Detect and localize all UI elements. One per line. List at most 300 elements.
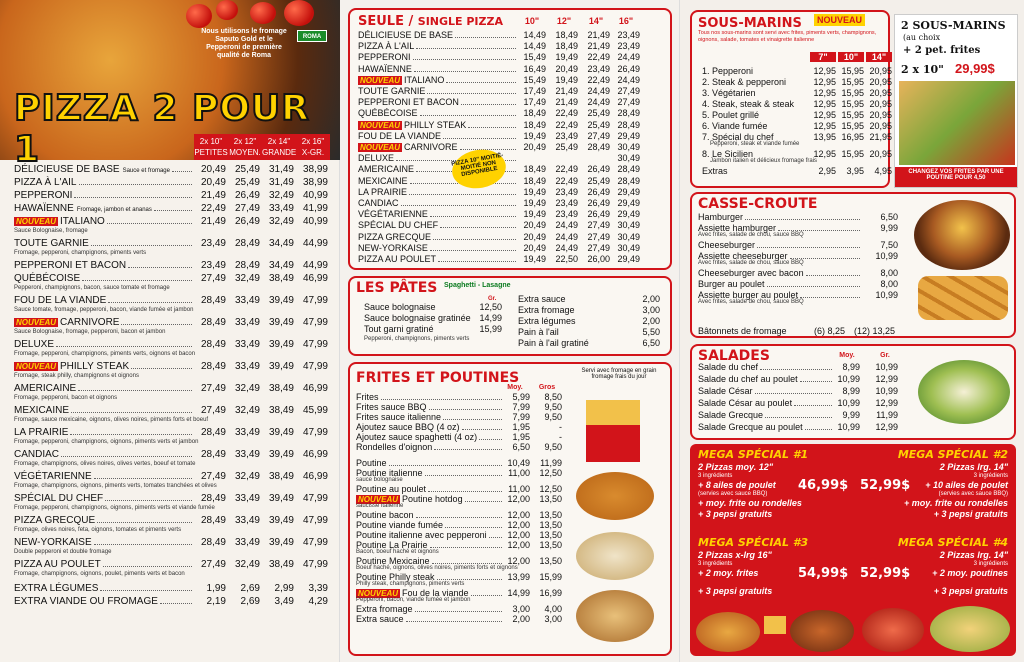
item-price: 39,49	[268, 361, 294, 372]
item-name: NEW-YORKAISE	[358, 242, 428, 253]
item-price: 38,49	[268, 273, 294, 284]
item-price: 17,49	[523, 97, 546, 108]
item-price: 12,00	[507, 494, 530, 504]
menu-item	[14, 515, 194, 526]
item-price: 44,99	[302, 260, 328, 271]
roma-logo: ROMA	[297, 30, 327, 42]
item-name: Frites sauce italienne	[356, 412, 442, 422]
item-price: 12,50	[539, 468, 562, 478]
item-price: 30,49	[617, 142, 640, 152]
dotted-leader	[94, 544, 192, 545]
frites-note: Servi avec fromage en grain fromage frais du jour	[581, 368, 657, 380]
item-price: 3,00	[512, 604, 530, 614]
dotted-leader	[430, 547, 502, 548]
item-price: 2,99	[274, 583, 294, 594]
item-price: 20,49	[555, 63, 578, 74]
item-price: 32,49	[268, 216, 294, 227]
item-price: 33,49	[234, 515, 260, 526]
item-price: 33,49	[234, 427, 260, 438]
sub-price: 20,95	[869, 88, 892, 98]
item-name: VÉGÉTARIENNE	[358, 209, 428, 220]
item-price: 15,49	[523, 74, 546, 85]
dotted-leader	[427, 93, 516, 94]
dotted-leader	[755, 393, 832, 394]
item-desc: Pepperoni, steak et viande fumée	[710, 141, 800, 147]
item-price: 26,00	[587, 254, 610, 264]
dotted-leader	[425, 475, 502, 476]
size-label: 2x 12"	[233, 137, 257, 146]
item-price: 28,49	[200, 537, 226, 548]
menu-item	[358, 64, 518, 74]
pasta-extra-price: 3,00	[642, 305, 660, 315]
item-desc: Fromage, pepperoni, champignons, piments verts	[14, 250, 147, 256]
item-price: 1,95	[512, 432, 530, 442]
item-price: 8,00	[880, 268, 898, 278]
item-name: Poutine bacon	[356, 510, 414, 520]
sous-marins-note: Tous nos sous-marins sont servi avec frites, piments verts, champignons, oignons, salade, tomates et vinaigrette italienne	[698, 30, 877, 43]
salad-image	[918, 360, 1010, 424]
size-header: Moy.	[839, 352, 855, 359]
size-header	[194, 134, 228, 160]
dotted-leader	[108, 302, 192, 303]
menu-item	[14, 427, 194, 438]
promo-price: 29,99$	[955, 61, 995, 76]
item-name: Poutine viande fumée	[356, 520, 444, 530]
item-name: VÉGÉTARIENNE	[14, 471, 92, 482]
pasta-extra-price: 5,50	[642, 327, 660, 337]
menu-item	[358, 120, 518, 130]
item-price: 19,49	[523, 186, 546, 197]
item-price: 20,49	[200, 164, 226, 175]
item-price: 28,49	[587, 142, 610, 152]
poutine-image	[576, 472, 654, 520]
item-price: 29,49	[617, 198, 640, 208]
item-price: 3,49	[274, 596, 294, 607]
dotted-leader	[413, 59, 516, 60]
item-desc: Fromage, pepperoni, champignons, piments verts, oignons et bacon	[14, 351, 196, 357]
item-name: DÉLICIEUSE DE BASE	[14, 164, 120, 175]
menu-item	[14, 537, 194, 548]
dotted-leader	[443, 138, 516, 139]
item-price: 24,49	[587, 86, 610, 96]
menu-item	[14, 493, 194, 504]
dotted-leader	[806, 275, 860, 276]
menu-item	[14, 164, 194, 175]
item-price: 40,99	[302, 190, 328, 201]
size-header: 10"	[524, 16, 540, 26]
item-desc: Sauce et fromage	[122, 168, 170, 174]
sub-price: 20,95	[869, 99, 892, 109]
pasta-extra: Extra sauce	[518, 294, 566, 304]
size-header: 14"	[588, 16, 604, 26]
item-price: 32,49	[234, 471, 260, 482]
item-name: CARNIVORE	[404, 142, 458, 152]
item-price: 10,99	[837, 398, 860, 408]
item-name: DELUXE	[14, 339, 55, 350]
dotted-leader	[406, 621, 502, 622]
mega-l1s: 3 ingrédients	[973, 561, 1008, 567]
menu-item	[698, 422, 834, 432]
dotted-leader	[445, 527, 502, 528]
menu-item	[14, 317, 194, 328]
size-header: Gros	[538, 384, 556, 391]
item-name: ITALIANO	[404, 74, 445, 85]
item-price: 6,50	[880, 212, 898, 222]
item-price: 23,49	[200, 238, 226, 249]
pasta-extra: Extra fromage	[518, 305, 575, 315]
mega-l3: + 3 pepsi gratuits	[933, 586, 1008, 596]
item-price: 28,49	[200, 515, 226, 526]
dotted-leader	[446, 82, 516, 83]
sub-price: 15,95	[841, 121, 864, 131]
item-price: 3,00	[544, 614, 562, 624]
item-name: Salade César	[698, 386, 753, 396]
item-price: 12,99	[875, 398, 898, 408]
promo-size: 2 x 10"	[901, 63, 944, 76]
menu-item	[14, 295, 194, 306]
size-label: 2x 16"	[301, 137, 325, 146]
wings-image	[790, 610, 854, 652]
item-price: 26,49	[587, 198, 610, 208]
mega-l3: + moy. frite ou rondelles	[698, 498, 802, 508]
mega-title: MEGA SPÉCIAL #2	[897, 448, 1008, 461]
single-pizza-panel	[340, 0, 680, 662]
item-name: SPÉCIAL DU CHEF	[358, 220, 439, 231]
casse-croute-title: CASSE-CROUTE	[698, 196, 818, 212]
item-price: 28,49	[617, 119, 640, 130]
item-name: Ajoutez sauce BBQ (4 oz)	[356, 422, 460, 432]
nouveau-badge: NOUVEAU	[16, 362, 57, 371]
item-price: 20,49	[523, 142, 546, 152]
sub-price: 15,95	[841, 99, 864, 109]
pasta-extra-price: 6,50	[642, 338, 660, 348]
item-price: 10,99	[837, 374, 860, 384]
dotted-leader	[82, 280, 192, 281]
item-price: 46,99	[302, 383, 328, 394]
dotted-leader	[91, 245, 192, 246]
dotted-leader	[414, 71, 516, 72]
item-price: 23,49	[555, 186, 578, 197]
dotted-leader	[428, 491, 502, 492]
item-price: 46,99	[302, 449, 328, 460]
item-desc: Sauce tomate, fromage, pepperoni, bacon, viande fumée et jambon	[14, 307, 194, 313]
mega-l2s: (servies avec sauce BBQ)	[698, 491, 768, 497]
size-name: GRANDE	[262, 148, 297, 157]
promo-title: 2 SOUS-MARINS	[901, 19, 1006, 32]
item-name: MEXICAINE	[358, 175, 408, 186]
item-price: 18,49	[555, 41, 578, 52]
sub-item: 8. Le Sicilien	[702, 149, 754, 159]
pasta-item: Sauce bolognaise	[364, 302, 436, 312]
nouveau-badge: NOUVEAU	[358, 589, 399, 598]
mega-l1: 2 Pizzas lrg. 14"	[939, 550, 1008, 560]
item-price: 32,49	[268, 190, 294, 201]
batonnets-6: (6) 8,25	[814, 326, 846, 336]
size-name: X-GR.	[301, 148, 325, 157]
item-name: NEW-YORKAISE	[14, 537, 92, 548]
item-name: ITALIANO	[60, 216, 105, 227]
dotted-leader	[461, 104, 516, 105]
promo-sub: (au choix	[903, 33, 941, 42]
promo-line2: + 2 pet. frites	[903, 45, 981, 56]
item-price: 38,49	[268, 405, 294, 416]
item-name: EXTRA VIANDE OU FROMAGE	[14, 596, 158, 607]
item-name: Salade du chef au poulet	[698, 374, 798, 384]
item-price: 13,50	[539, 520, 562, 530]
sub-price: 20,95	[869, 110, 892, 120]
item-price: 23,49	[617, 41, 640, 52]
item-name: PIZZA À L'AIL	[358, 41, 415, 52]
item-name: PIZZA À L'AIL	[14, 177, 77, 188]
item-price: 12,99	[875, 374, 898, 384]
item-desc: Avec frites, salade de chou, sauce BBQ	[698, 299, 804, 305]
item-name: CARNIVORE	[60, 317, 120, 328]
nouveau-badge: NOUVEAU	[16, 217, 57, 226]
item-name: Salade du chef	[698, 362, 759, 372]
menu-item	[356, 520, 504, 530]
item-name: LA PRAIRIE	[358, 186, 408, 197]
tomato-image	[250, 2, 276, 24]
pates-desc: Pepperoni, champignons, piments verts	[364, 336, 470, 342]
dotted-leader	[128, 267, 192, 268]
item-name: Poutine italienne avec pepperoni	[356, 530, 487, 540]
item-price: 47,99	[302, 537, 328, 548]
item-price: -	[559, 422, 562, 432]
item-price: 26,49	[234, 190, 260, 201]
item-price: 47,99	[302, 427, 328, 438]
menu-item	[358, 198, 518, 208]
dotted-leader	[97, 522, 192, 523]
menu-item	[14, 361, 194, 372]
item-name: Assiette cheeseburger	[698, 251, 788, 261]
menu-item	[14, 238, 194, 249]
pates-col: Gr.	[488, 296, 497, 302]
item-name: Hamburger	[698, 212, 744, 222]
item-price: 26,49	[587, 164, 610, 175]
item-price: 47,99	[302, 361, 328, 372]
item-price: 21,49	[587, 30, 610, 40]
item-price: 8,00	[880, 279, 898, 289]
item-desc: Boeuf haché, oignons, olives noires, piments forts et oignons	[356, 565, 518, 571]
saputo-note: Nous utilisons le fromage Saputo Gold et le Pepperoni de première qualité de Roma	[201, 28, 287, 59]
dotted-leader	[420, 115, 516, 116]
sub-price: 15,95	[841, 149, 864, 159]
item-name: DELUXE	[358, 153, 395, 164]
size-name: MOYEN.	[229, 148, 261, 157]
dotted-leader	[800, 381, 832, 382]
item-price: 26,49	[587, 209, 610, 220]
item-price: 24,49	[617, 52, 640, 63]
dotted-leader	[805, 429, 832, 430]
item-desc: saucisse italienne	[356, 503, 404, 509]
item-price: 29,49	[617, 209, 640, 220]
item-price: 24,49	[555, 231, 578, 242]
item-name: Poutine italienne	[356, 468, 423, 478]
item-price: 25,49	[234, 164, 260, 175]
sub-price: 12,95	[813, 77, 836, 87]
mega-title: MEGA SPÉCIAL #4	[897, 536, 1008, 549]
menu-item	[14, 596, 194, 607]
item-price: 46,99	[302, 471, 328, 482]
dotted-leader	[416, 517, 502, 518]
item-price: 18,49	[523, 175, 546, 186]
menu-item	[358, 142, 518, 152]
item-desc: Pepperoni, bacon, viande fumée et jambon	[356, 597, 471, 603]
item-name: FOU DE LA VIANDE	[14, 295, 107, 306]
item-price: 24,49	[555, 242, 578, 253]
item-price: 18,49	[555, 30, 578, 40]
item-name: PHILLY STEAK	[404, 119, 467, 130]
item-name: PIZZA AU POULET	[14, 559, 101, 570]
menu-item	[356, 442, 504, 452]
item-price: 41,99	[302, 203, 328, 214]
size-header: 7"	[810, 52, 836, 62]
item-price: 28,49	[617, 108, 640, 119]
item-name: Assiette hamburger	[698, 223, 777, 233]
item-price: 27,49	[617, 97, 640, 108]
item-price: 47,99	[302, 515, 328, 526]
item-price: 34,49	[268, 238, 294, 249]
item-name: QUÉBÉCOISE	[358, 108, 418, 119]
item-price: 18,49	[523, 164, 546, 175]
dotted-leader	[389, 465, 502, 466]
item-price: 26,49	[587, 186, 610, 197]
item-price: 12,00	[507, 530, 530, 540]
item-price: 33,49	[234, 493, 260, 504]
item-desc: Fromage, champignons, olives noires, olives vertes, boeuf et tomate	[14, 461, 196, 467]
mega-l3: + 3 pepsi gratuits	[698, 586, 773, 596]
menu-item	[14, 203, 194, 214]
pizza-image	[930, 606, 1010, 652]
menu-item	[698, 410, 834, 420]
menu-item	[356, 510, 504, 520]
dotted-leader	[471, 595, 502, 596]
sub-price: 20,95	[869, 77, 892, 87]
menu-item	[356, 432, 504, 442]
item-price: 13,50	[539, 540, 562, 550]
item-price: 28,49	[234, 238, 260, 249]
dotted-leader	[790, 258, 860, 259]
pasta-item: Tout garni gratiné	[364, 324, 434, 334]
tomato-image	[186, 4, 212, 28]
item-price: 28,49	[200, 317, 226, 328]
pasta-extra: Extra légumes	[518, 316, 576, 326]
salades-title: SALADES	[698, 348, 770, 364]
size-header	[262, 134, 296, 160]
item-name: Extra fromage	[356, 604, 413, 614]
item-price: 5,99	[512, 392, 530, 402]
dotted-leader	[794, 405, 832, 406]
dotted-leader	[778, 230, 860, 231]
menu-item	[358, 232, 518, 242]
mega-specials	[690, 444, 1016, 656]
item-price: 45,99	[302, 405, 328, 416]
dotted-leader	[455, 37, 516, 38]
menu-item	[356, 412, 504, 422]
nouveau-badge: NOUVEAU	[358, 495, 399, 504]
menu-item	[14, 260, 194, 271]
item-desc: Jambon italien et délicieux fromage frais	[710, 158, 818, 164]
sub-price: 15,95	[841, 88, 864, 98]
item-price: 32,49	[234, 383, 260, 394]
sub-price: 12,95	[813, 149, 836, 159]
item-price: 22,49	[587, 52, 610, 63]
item-name: PHILLY STEAK	[60, 361, 130, 372]
pasta-extra-price: 2,00	[642, 294, 660, 304]
item-price: 9,99	[842, 410, 860, 420]
item-price: 47,99	[302, 559, 328, 570]
menu-item	[698, 362, 834, 372]
menu-item	[358, 52, 518, 62]
item-price: 11,99	[540, 458, 562, 468]
item-name: MEXICAINE	[14, 405, 70, 416]
dotted-leader	[440, 227, 516, 228]
burger-image	[914, 200, 1010, 270]
item-desc: Fromage, steak philly, champignons et oignons	[14, 373, 139, 379]
menu-item	[356, 422, 504, 432]
item-desc: Philly steak, champignons, piments verts	[356, 581, 465, 587]
batonnets-label: Bâtonnets de fromage	[698, 326, 787, 336]
item-price: 8,99	[842, 362, 860, 372]
pizza-2-pour-1-title: PIZZA 2 POUR 1	[14, 88, 310, 170]
item-price: 22,49	[555, 108, 578, 119]
pates-box	[348, 276, 672, 356]
item-name: DÉLICIEUSE DE BASE	[358, 30, 454, 40]
nouveau-badge: NOUVEAU	[814, 14, 865, 26]
item-name: Extra sauce	[356, 614, 404, 624]
item-price: 2,69	[240, 596, 260, 607]
mega-l2: + 2 moy. poutines	[932, 568, 1008, 578]
mega-l1s: 3 ingrédients	[698, 561, 733, 567]
item-name: SPÉCIAL DU CHEF	[14, 493, 104, 504]
item-price: 38,49	[268, 559, 294, 570]
poutine-image	[576, 532, 654, 580]
item-price: 3,39	[308, 583, 328, 594]
menu-item	[14, 449, 194, 460]
item-price: 28,49	[234, 260, 260, 271]
item-price: 14,49	[523, 41, 546, 52]
mega-l2s: (servies avec sauce BBQ)	[938, 491, 1008, 497]
item-name: PEPPERONI	[358, 52, 411, 63]
item-price: 23,49	[555, 198, 578, 208]
sub-item: 2. Steak & pepperoni	[702, 77, 787, 87]
dotted-leader	[443, 419, 502, 420]
menu-item	[356, 484, 504, 494]
item-price: 28,49	[200, 295, 226, 306]
dotted-leader	[94, 478, 192, 479]
dotted-leader	[437, 579, 502, 580]
item-price: 38,99	[302, 177, 328, 188]
item-price: 47,99	[302, 339, 328, 350]
cheese-sticks-image	[918, 276, 1008, 320]
pasta-price: 12,50	[479, 302, 502, 312]
dotted-leader	[757, 247, 860, 248]
item-name: HAWAÏENNE	[358, 63, 412, 74]
item-name: PEPPERONI	[14, 190, 73, 201]
item-price: 13,50	[539, 556, 562, 566]
item-name: Cheeseburger	[698, 240, 756, 250]
dotted-leader	[61, 456, 192, 457]
tomato-image	[284, 0, 314, 26]
menu-item	[358, 97, 518, 107]
dotted-leader	[401, 205, 516, 206]
item-price: 28,49	[200, 339, 226, 350]
item-price: 29,49	[617, 254, 640, 264]
item-name: QUÉBÉCOISE	[14, 273, 81, 284]
mega-l3: + moy. frite ou rondelles	[904, 498, 1008, 508]
fries-image	[764, 616, 786, 652]
sub-price: 2,95	[818, 166, 836, 176]
